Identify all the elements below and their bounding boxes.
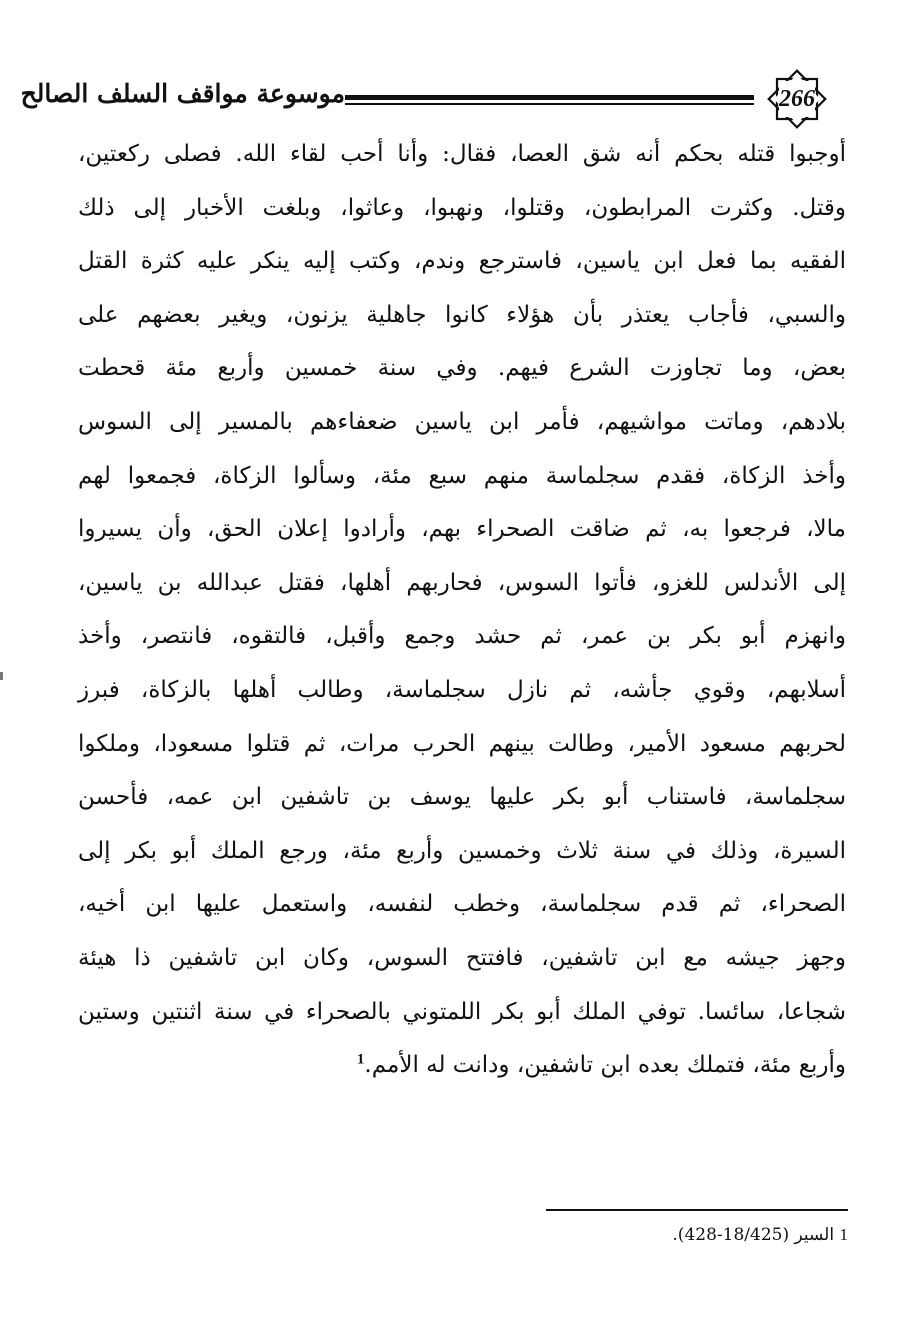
page-number: 266: [779, 86, 815, 112]
text-line: [78, 878, 846, 932]
text-line: [78, 986, 846, 1040]
text-line-content: لحربهم مسعود الأمير، وطالت بينهم الحرب مرات، ثم قتلوا مسعودا، وملكوا: [78, 730, 846, 757]
text-line-content: شجاعا، سائسا. توفي الملك أبو بكر اللمتوني بالصحراء في سنة اثنتين وستين: [78, 998, 846, 1025]
text-line: [78, 718, 846, 772]
header-rule: [345, 95, 754, 105]
text-line-content: سجلماسة، فاستناب أبو بكر عليها يوسف بن تاشفين ابن عمه، فأحسن: [78, 784, 846, 811]
text-line-content: السيرة، وذلك في سنة ثلاث وخمسين وأربع مئة، ورجع الملك أبو بكر إلى: [78, 837, 846, 864]
text-line: [78, 503, 846, 557]
text-line-content: وجهز جيشه مع ابن تاشفين، فافتتح السوس، وكان ابن تاشفين ذا هيئة: [78, 944, 846, 971]
text-line: [78, 235, 846, 289]
footnote-reference: 1: [356, 1051, 365, 1068]
body-text: [78, 128, 846, 1093]
series-title: موسوعة مواقف السلف الصالح: [20, 79, 345, 108]
footnote: [500, 1222, 848, 1248]
text-line-content: مالا، فرجعوا به، ثم ضاقت الصحراء بهم، وأرادوا إعلان الحق، وأن يسيروا: [78, 516, 846, 543]
text-line: [78, 182, 846, 236]
text-line-content: الفقيه بما فعل ابن ياسين، فاسترجع وندم، وكتب إليه ينكر عليه كثرة القتل: [78, 248, 846, 275]
text-line-content: وانهزم أبو بكر بن عمر، ثم حشد وجمع وأقبل، فالتقوه، فانتصر، وأخذ: [78, 623, 846, 650]
text-line-content: وقتل. وكثرت المرابطون، وقتلوا، ونهبوا، وعاثوا، وبلغت الأخبار إلى ذلك: [78, 194, 846, 221]
text-line-content: أوجبوا قتله بحكم أنه شق العصا، فقال: وأنا أحب لقاء الله. فصلى ركعتين،: [78, 141, 846, 167]
footnote-number: 1: [839, 1225, 848, 1244]
text-line-content: وأربع مئة، فتملك بعده ابن تاشفين، ودانت له الأمم.: [364, 1052, 846, 1079]
footnote-text: السير (18/425-428).: [672, 1225, 835, 1245]
text-line: [78, 932, 846, 986]
text-line-content: أسلابهم، وقوي جأشه، ثم نازل سجلماسة، وطالب أهلها بالزكاة، فبرز: [78, 676, 846, 703]
text-line-content: بلادهم، وماتت مواشيهم، فأمر ابن ياسين ضعفاءهم بالمسير إلى السوس: [78, 408, 846, 435]
text-line: [78, 557, 846, 611]
text-line: [78, 1039, 846, 1093]
text-line: [78, 610, 846, 664]
text-line-content: والسبي، فأجاب يعتذر بأن هؤلاء كانوا جاهلية يزنون، ويغير بعضهم على: [78, 301, 846, 328]
text-line: [78, 342, 846, 396]
text-line: [78, 450, 846, 504]
footnote-separator: [546, 1209, 848, 1211]
text-line: [78, 396, 846, 450]
text-line: [78, 664, 846, 718]
text-line: [78, 771, 846, 825]
margin-mark: [0, 672, 3, 680]
text-line: [78, 825, 846, 879]
text-line-content: الصحراء، ثم قدم سجلماسة، وخطب لنفسه، واستعمل عليها ابن أخيه،: [78, 891, 846, 918]
text-line: [78, 289, 846, 343]
text-line-content: إلى الأندلس للغزو، فأتوا السوس، فحاربهم أهلها، فقتل عبدالله بن ياسين،: [78, 569, 846, 596]
page-header: [20, 60, 850, 136]
text-line: [78, 128, 846, 182]
page-number-badge: [764, 66, 830, 132]
text-line-content: وأخذ الزكاة، فقدم سجلماسة منهم سبع مئة، وسألوا الزكاة، فجمعوا لهم: [78, 462, 846, 489]
text-line-content: بعض، وما تجاوزت الشرع فيهم. وفي سنة خمسين وأربع مئة قحطت: [78, 355, 846, 382]
